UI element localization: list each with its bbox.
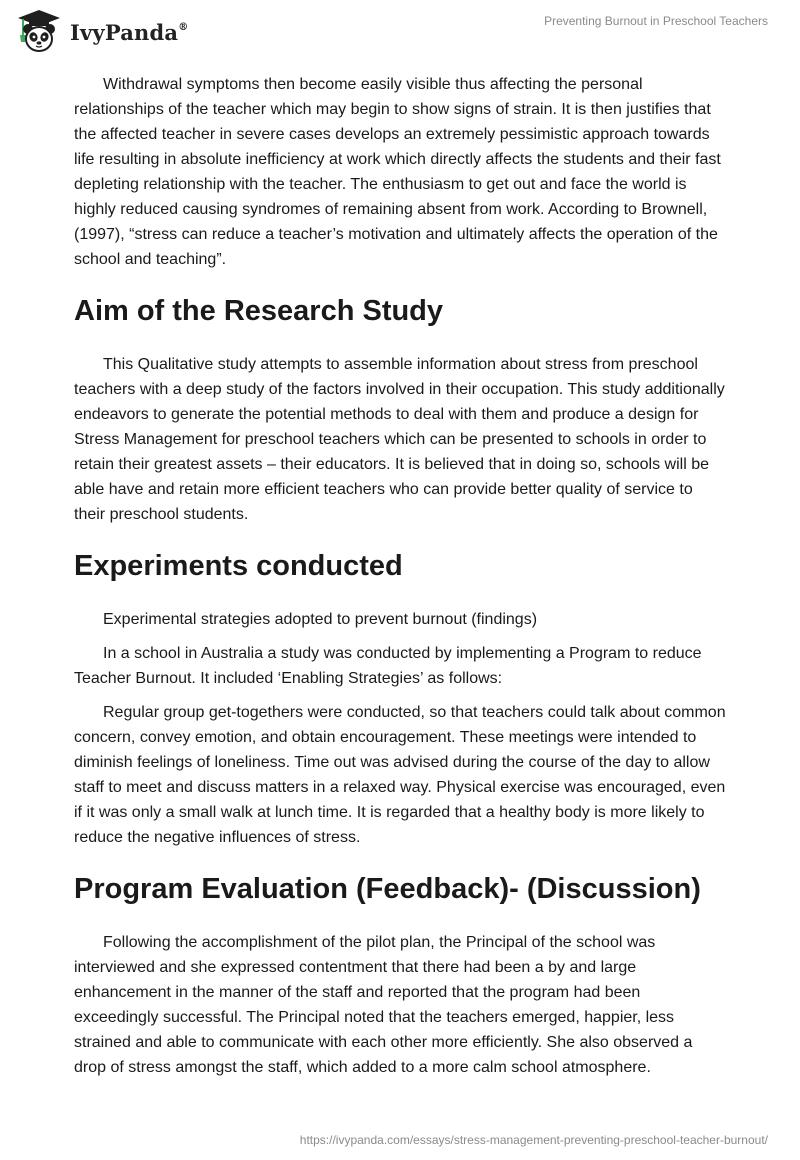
panda-graduate-icon xyxy=(14,8,64,54)
section-heading-evaluation: Program Evaluation (Feedback)- (Discussion) xyxy=(74,873,701,905)
source-url-link[interactable]: https://ivypanda.com/essays/stress-management-preventing-preschool-teacher-burnout/ xyxy=(299,1133,768,1147)
paragraph: Regular group get-togethers were conducted, so that teachers could talk about common concern, convey emotion, and obtain encouragement. These meetings were intended to diminish feelings of loneliness. Time out was advised during the course of the day to allow staff to meet and discuss matters in a relaxed way. Physical exercise was encouraged, even if it was only a small walk at lunch time. It is regarded that a healthy body is more likely to reduce the negative influences of stress. xyxy=(74,704,726,846)
paragraph: Following the accomplishment of the pilot plan, the Principal of the school was interviewed and she expressed contentment that there had been a by and large enhancement in the manner of the staff and reported that the program had been exceedingly successful. The Principal noted that the teachers emerged, happier, less strained and able to communicate with each other more efficiently. She also observed a drop of stress amongst the staff, which added to a more calm school atmosphere. xyxy=(74,934,693,1076)
section-heading-aim: Aim of the Research Study xyxy=(74,295,444,327)
ivypanda-logo[interactable] xyxy=(14,8,188,54)
paragraph: Withdrawal symptoms then become easily visible thus affecting the personal relationships of the teacher which may begin to show signs of strain. It is then justifies that the affected teacher in severe cases develops an extremely pessimistic approach towards life resulting in absolute inefficiency at work which directly affects the students and their fast depleting relationship with the teacher. The enthusiasm to get out and face the world is highly reduced causing syndromes of remaining absent from work. According to Brownell, (1997), “stress can reduce a teacher’s motivation and ultimately affects the operation of the school and teaching”. xyxy=(74,76,721,268)
paragraph: This Qualitative study attempts to assemble information about stress from preschool teachers with a deep study of the factors involved in their occupation. This study additionally endeavors to generate the potential methods to deal with them and produce a design for Stress Management for preschool teachers which can be presented to schools in order to retain their greatest assets – their educators. It is believed that in doing so, schools will be able have and retain more efficient teachers who can provide better quality of service to their preschool students. xyxy=(74,356,725,523)
document-title: Preventing Burnout in Preschool Teachers xyxy=(544,14,768,28)
page-header xyxy=(0,0,800,62)
essay-content xyxy=(74,72,726,1089)
paragraph: In a school in Australia a study was conducted by implementing a Program to reduce Teacher Burnout. It included ‘Enabling Strategies’ as follows: xyxy=(74,645,702,687)
logo-text: IvyPanda® xyxy=(70,19,189,45)
paragraph: Experimental strategies adopted to prevent burnout (findings) xyxy=(103,611,538,628)
section-heading-experiments: Experiments conducted xyxy=(74,550,403,582)
